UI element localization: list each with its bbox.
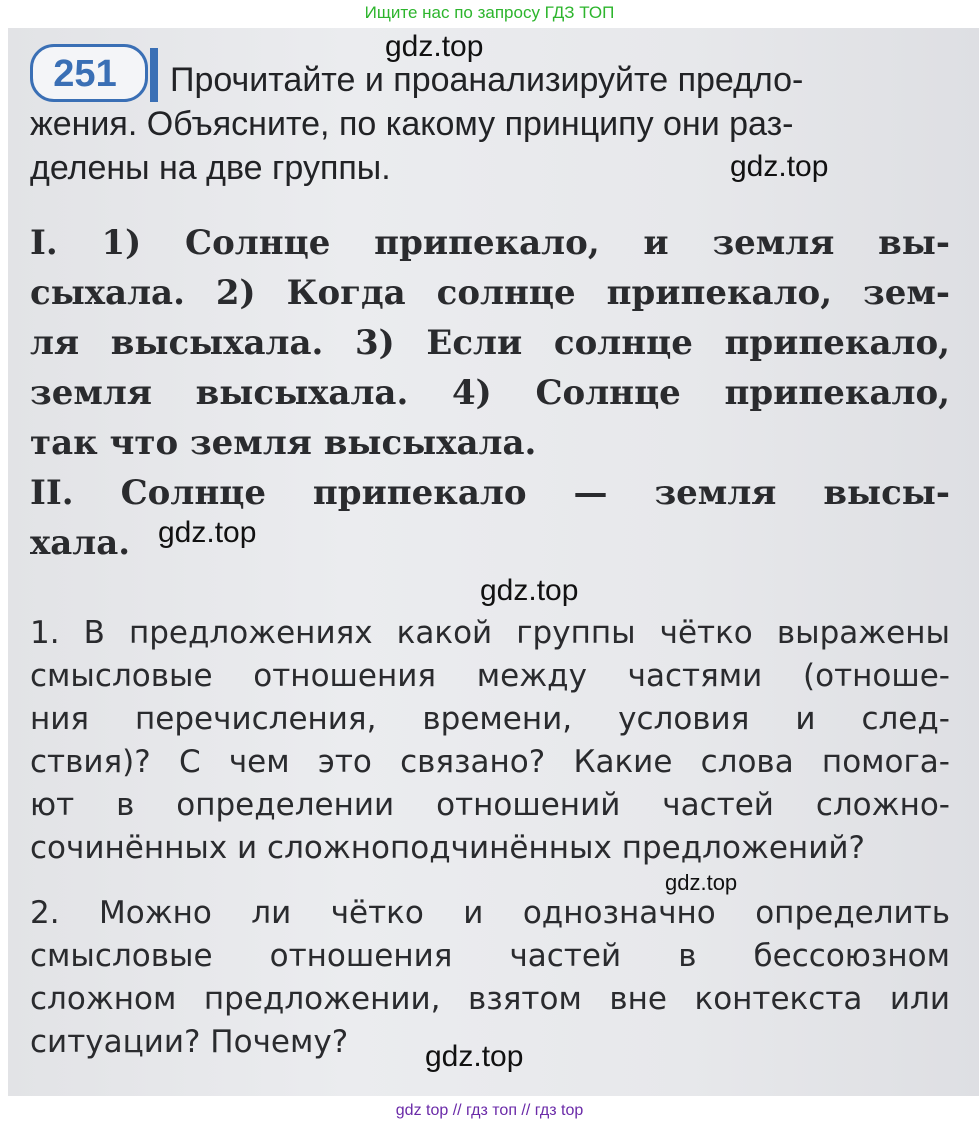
question-two-line: сложном предложении, взятом вне контекста или — [30, 981, 950, 1017]
watermark: gdz.top — [730, 150, 829, 183]
question-two-line: 2. Можно ли чётко и однозначно определить — [30, 895, 950, 931]
group-one-line: ля высыхала. 3) Если солнце припекало, — [30, 323, 950, 363]
group-one-sentences — [30, 218, 950, 468]
watermark: gdz.top — [158, 516, 257, 549]
question-two — [30, 892, 950, 1064]
task-line: делены на две группы. — [30, 149, 391, 187]
question-two-line: ситуации? Почему? — [30, 1024, 349, 1060]
bottom-banner[interactable]: gdz top // гдз топ // гдз top — [0, 1096, 979, 1126]
watermark: gdz.top — [480, 574, 579, 607]
watermark: gdz.top — [385, 30, 484, 63]
question-one — [30, 612, 950, 870]
question-one-line: сочинённых и сложноподчинённых предложений? — [30, 830, 865, 866]
question-one-line: ют в определении отношений частей сложно- — [30, 787, 950, 823]
task-line: Прочитайте и проанализируйте предло- — [170, 61, 804, 99]
watermark: gdz.top — [425, 1040, 524, 1073]
group-one-line: так что земля высыхала. — [30, 423, 537, 463]
question-one-line: ния перечисления, времени, условия и след- — [30, 701, 950, 737]
group-two-line: хала. — [30, 523, 131, 563]
group-one-line: земля высыхала. 4) Солнце припекало, — [30, 373, 950, 413]
watermark: gdz.top — [665, 870, 738, 895]
question-two-line: смысловые отношения частей в бессоюзном — [30, 938, 950, 974]
group-one-line: I. 1) Солнце припекало, и земля вы- — [30, 223, 950, 263]
question-one-line: смысловые отношения между частями (отноше- — [30, 658, 950, 694]
exercise-number: 251 — [53, 53, 117, 95]
task-line: жения. Объясните, по какому принципу они раз- — [30, 105, 794, 143]
group-two-line: II. Солнце припекало — земля высы- — [30, 473, 950, 513]
group-one-line: сыхала. 2) Когда солнце припекало, зем- — [30, 273, 950, 313]
question-one-line: 1. В предложениях какой группы чётко выражены — [30, 615, 950, 651]
top-banner[interactable]: Ищите нас по запросу ГДЗ ТОП — [0, 0, 979, 28]
question-one-line: ствия)? С чем это связано? Какие слова помога- — [30, 744, 950, 780]
